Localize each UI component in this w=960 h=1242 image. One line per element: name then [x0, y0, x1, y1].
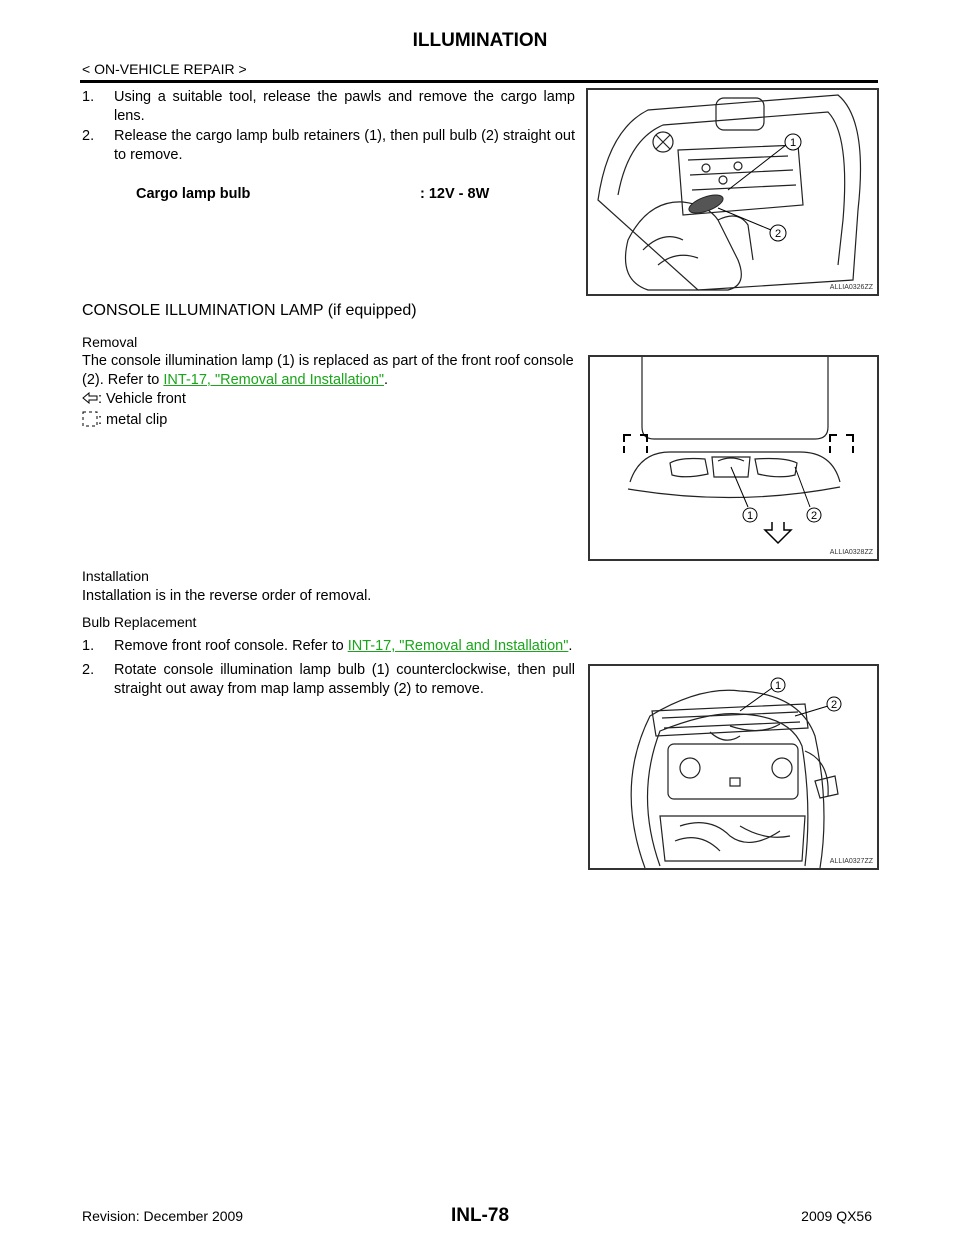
section-title: CONSOLE ILLUMINATION LAMP (if equipped): [82, 302, 417, 319]
removal-paragraph: [82, 352, 575, 390]
step-number: 2.: [82, 128, 95, 144]
revision-date: Revision: December 2009: [82, 1208, 244, 1224]
cargo-step-1: [82, 88, 575, 126]
cargo-lamp-illustration: [588, 90, 877, 294]
removal-text: The console illumination lamp (1) is replaced as part of the front roof console (2). Refer to: [82, 353, 574, 388]
bulb-replacement-heading: Bulb Replacement: [82, 614, 197, 630]
removal-heading: Removal: [82, 334, 138, 350]
section-breadcrumb: < ON-VEHICLE REPAIR >: [82, 61, 247, 77]
page-number: INL-78: [450, 1205, 510, 1226]
figure-code: ALLIA0327ZZ: [829, 858, 873, 865]
vehicle-front-arrow-icon: [765, 522, 791, 543]
callout-1: 1: [789, 137, 797, 149]
console-figure: [588, 355, 879, 561]
step-text: Remove front roof console. Refer to INT-17, "Removal and Installation".: [114, 638, 573, 654]
vehicle-model: 2009 QX56: [801, 1208, 872, 1224]
installation-heading: Installation: [82, 568, 149, 584]
legend-vehicle-front: [82, 390, 186, 409]
callout-1: 1: [774, 680, 782, 692]
installation-text: Installation is in the reverse order of removal.: [82, 588, 372, 604]
bulb-step-2: [82, 661, 575, 699]
console-illustration: [590, 357, 877, 559]
figure-code: ALLIA0326ZZ: [829, 284, 873, 291]
removal-text-end: .: [384, 372, 389, 388]
map-lamp-illustration: [590, 666, 877, 868]
page-title: ILLUMINATION: [412, 30, 548, 51]
step-text: Release the cargo lamp bulb retainers (1), then pull bulb (2) straight out to remove.: [114, 128, 575, 163]
int-17-link[interactable]: INT-17, "Removal and Installation": [163, 372, 385, 388]
callout-2: 2: [810, 510, 818, 522]
callout-1: 1: [746, 510, 754, 522]
header-rule: [80, 80, 878, 83]
spec-value: : 12V - 8W: [420, 186, 490, 202]
int-17-link[interactable]: INT-17, "Removal and Installation": [347, 638, 569, 654]
callout-2: 2: [774, 228, 782, 240]
callout-2: 2: [830, 699, 838, 711]
figure-code: ALLIA0328ZZ: [829, 549, 873, 556]
legend-text: : Vehicle front: [98, 391, 186, 407]
step-text: Rotate console illumination lamp bulb (1) counterclockwise, then pull straight out away from map lamp assembly (2) to remove.: [114, 662, 575, 697]
step-number: 1.: [82, 638, 95, 654]
legend-text: : metal clip: [98, 412, 168, 428]
step-number: 1.: [82, 89, 95, 105]
map-lamp-figure: [588, 664, 879, 870]
cargo-step-2: [82, 127, 575, 165]
step-text: Using a suitable tool, release the pawls and remove the cargo lamp lens.: [114, 89, 575, 124]
metal-clip-icon: [82, 412, 98, 428]
step-number: 2.: [82, 662, 95, 678]
spec-label: Cargo lamp bulb: [136, 186, 251, 202]
bulb-step-1: [82, 637, 702, 656]
legend-metal-clip: [82, 411, 167, 430]
arrow-left-icon: [82, 391, 98, 407]
cargo-lamp-figure: [586, 88, 879, 296]
